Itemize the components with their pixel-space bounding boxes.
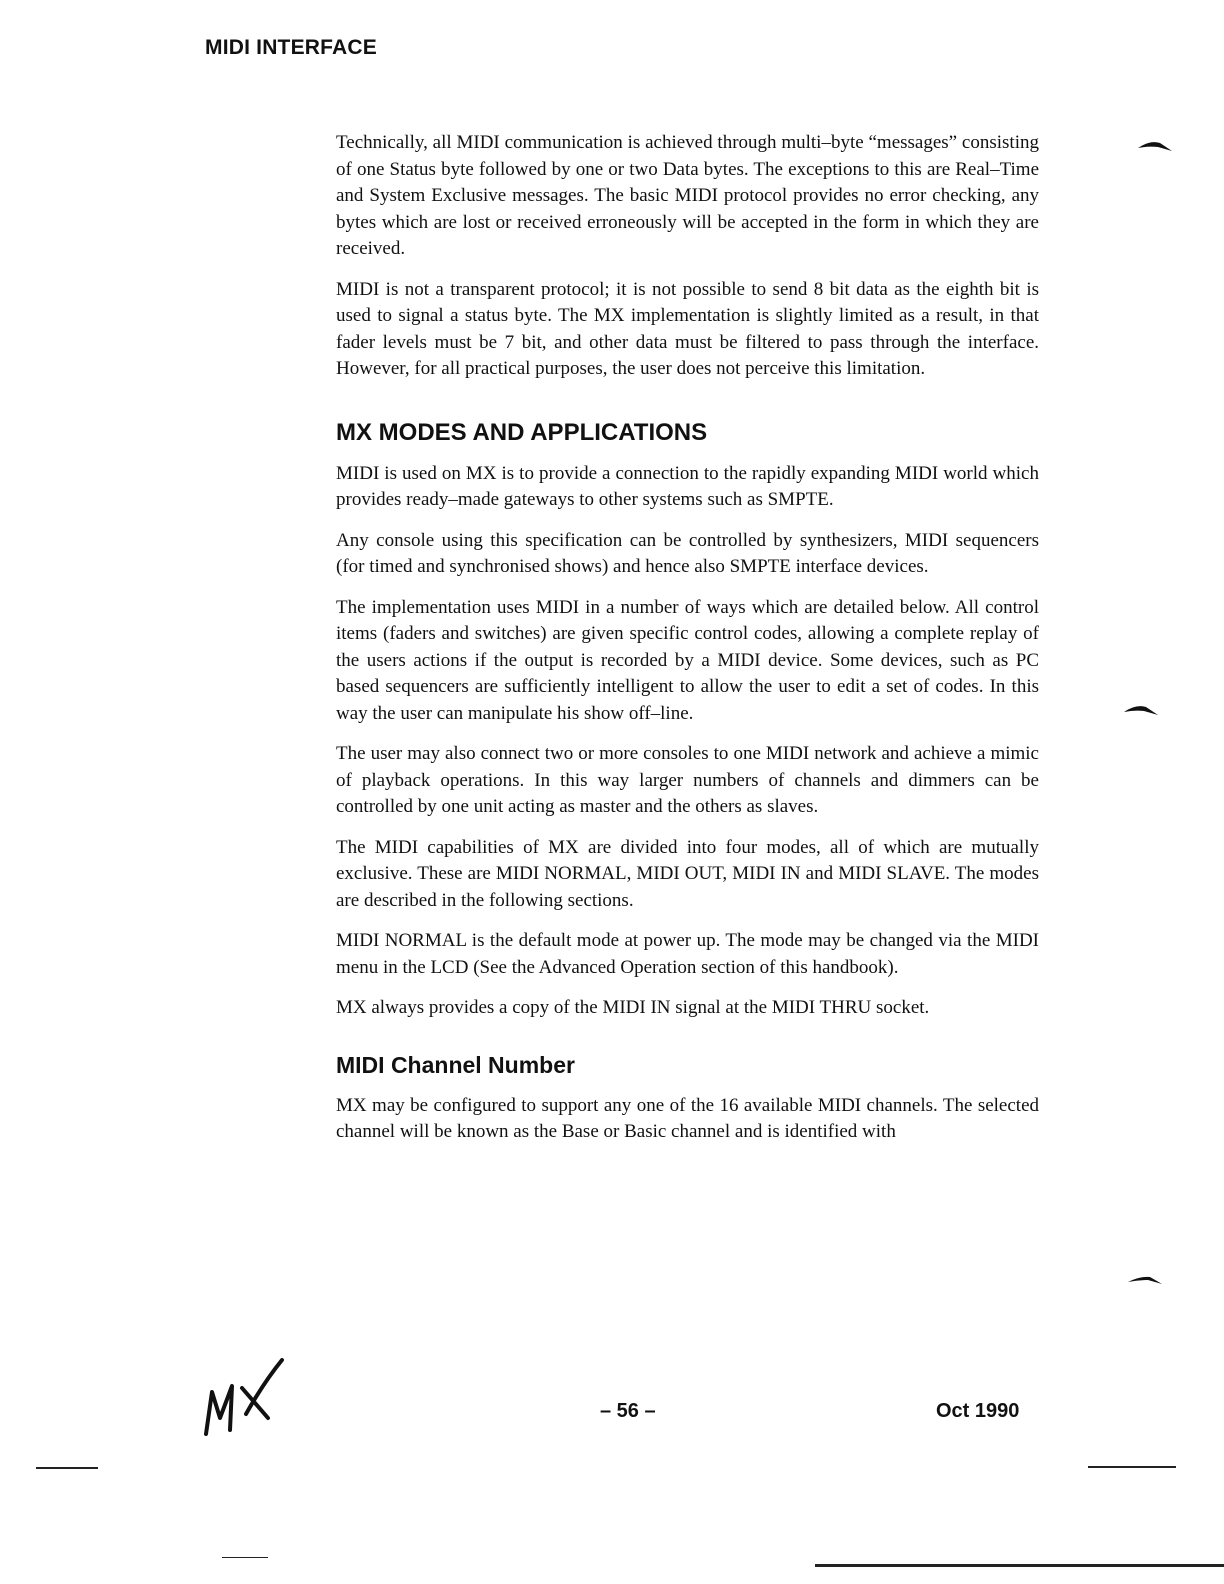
margin-mark-icon bbox=[1124, 704, 1158, 716]
paragraph: MX always provides a copy of the MIDI IN signal at the MIDI THRU socket. bbox=[336, 997, 930, 1018]
paragraph: The MIDI capabilities of MX are divided into four modes, all of which are mutually exclusive. These are MIDI NORMAL, MIDI OUT, MIDI IN and MIDI SLAVE. The modes are described in the following sections. bbox=[336, 836, 1039, 911]
divider bbox=[815, 1564, 1224, 1567]
running-header: MIDI INTERFACE bbox=[205, 36, 377, 59]
paragraph: MIDI NORMAL is the default mode at power up. The mode may be changed via the MIDI menu in the LCD (See the Advanced Operation section of this handbook). bbox=[336, 930, 1039, 978]
paragraph: MX may be configured to support any one of the 16 available MIDI channels. The selected channel will be known as the Base or Basic channel and is identified with bbox=[336, 1094, 1039, 1142]
footer-date: Oct 1990 bbox=[936, 1400, 1020, 1422]
section-heading-modes: MX MODES AND APPLICATIONS bbox=[336, 418, 708, 446]
paragraph: Any console using this specification can be controlled by synthesizers, MIDI sequencers (for timed and synchronised shows) and hence also SMPTE interface devices. bbox=[336, 529, 1039, 577]
divider bbox=[222, 1557, 268, 1558]
margin-mark-icon bbox=[1138, 140, 1172, 152]
divider bbox=[1088, 1466, 1176, 1468]
margin-mark-icon bbox=[1128, 1273, 1162, 1285]
divider bbox=[36, 1467, 98, 1469]
paragraph: The implementation uses MIDI in a number of ways which are detailed below. All control items (faders and switches) are given specific control codes, allowing a complete replay of the users actions if the output is recorded by a MIDI device. Some devices, such as PC based sequencers are sufficiently intelligent to allow the user to edit a set of codes. In this way the user can manipulate his show off–line. bbox=[336, 596, 1039, 724]
page-number: – 56 – bbox=[600, 1400, 656, 1422]
paragraph: The user may also connect two or more consoles to one MIDI network and achieve a mimic of playback operations. In this way larger numbers of channels and dimmers can be controlled by one unit acting as master and the others as slaves. bbox=[336, 743, 1039, 817]
paragraph: MIDI is used on MX is to provide a connection to the rapidly expanding MIDI world which provides ready–made gateways to other systems such as SMPTE. bbox=[336, 462, 1039, 510]
mx-logo bbox=[198, 1352, 294, 1442]
section-heading-channel-number: MIDI Channel Number bbox=[336, 1051, 575, 1078]
paragraph: Technically, all MIDI communication is achieved through multi–byte “messages” consisting of one Status byte followed by one or two Data bytes. The exceptions to this are Real–Time and System Exclusive messages. The basic MIDI protocol provides no error checking, any bytes which are lost or received erroneously will be accepted in the form in which they are received. bbox=[336, 132, 1039, 259]
body-column bbox=[336, 130, 1039, 1160]
paragraph: MIDI is not a transparent protocol; it is not possible to send 8 bit data as the eighth bit is used to signal a status byte. The MX implementation is slightly limited as a result, in that fader levels must be 7 bit, and other data must be filtered to pass through the interface. However, for all practical purposes, the user does not perceive this limitation. bbox=[336, 278, 1039, 379]
